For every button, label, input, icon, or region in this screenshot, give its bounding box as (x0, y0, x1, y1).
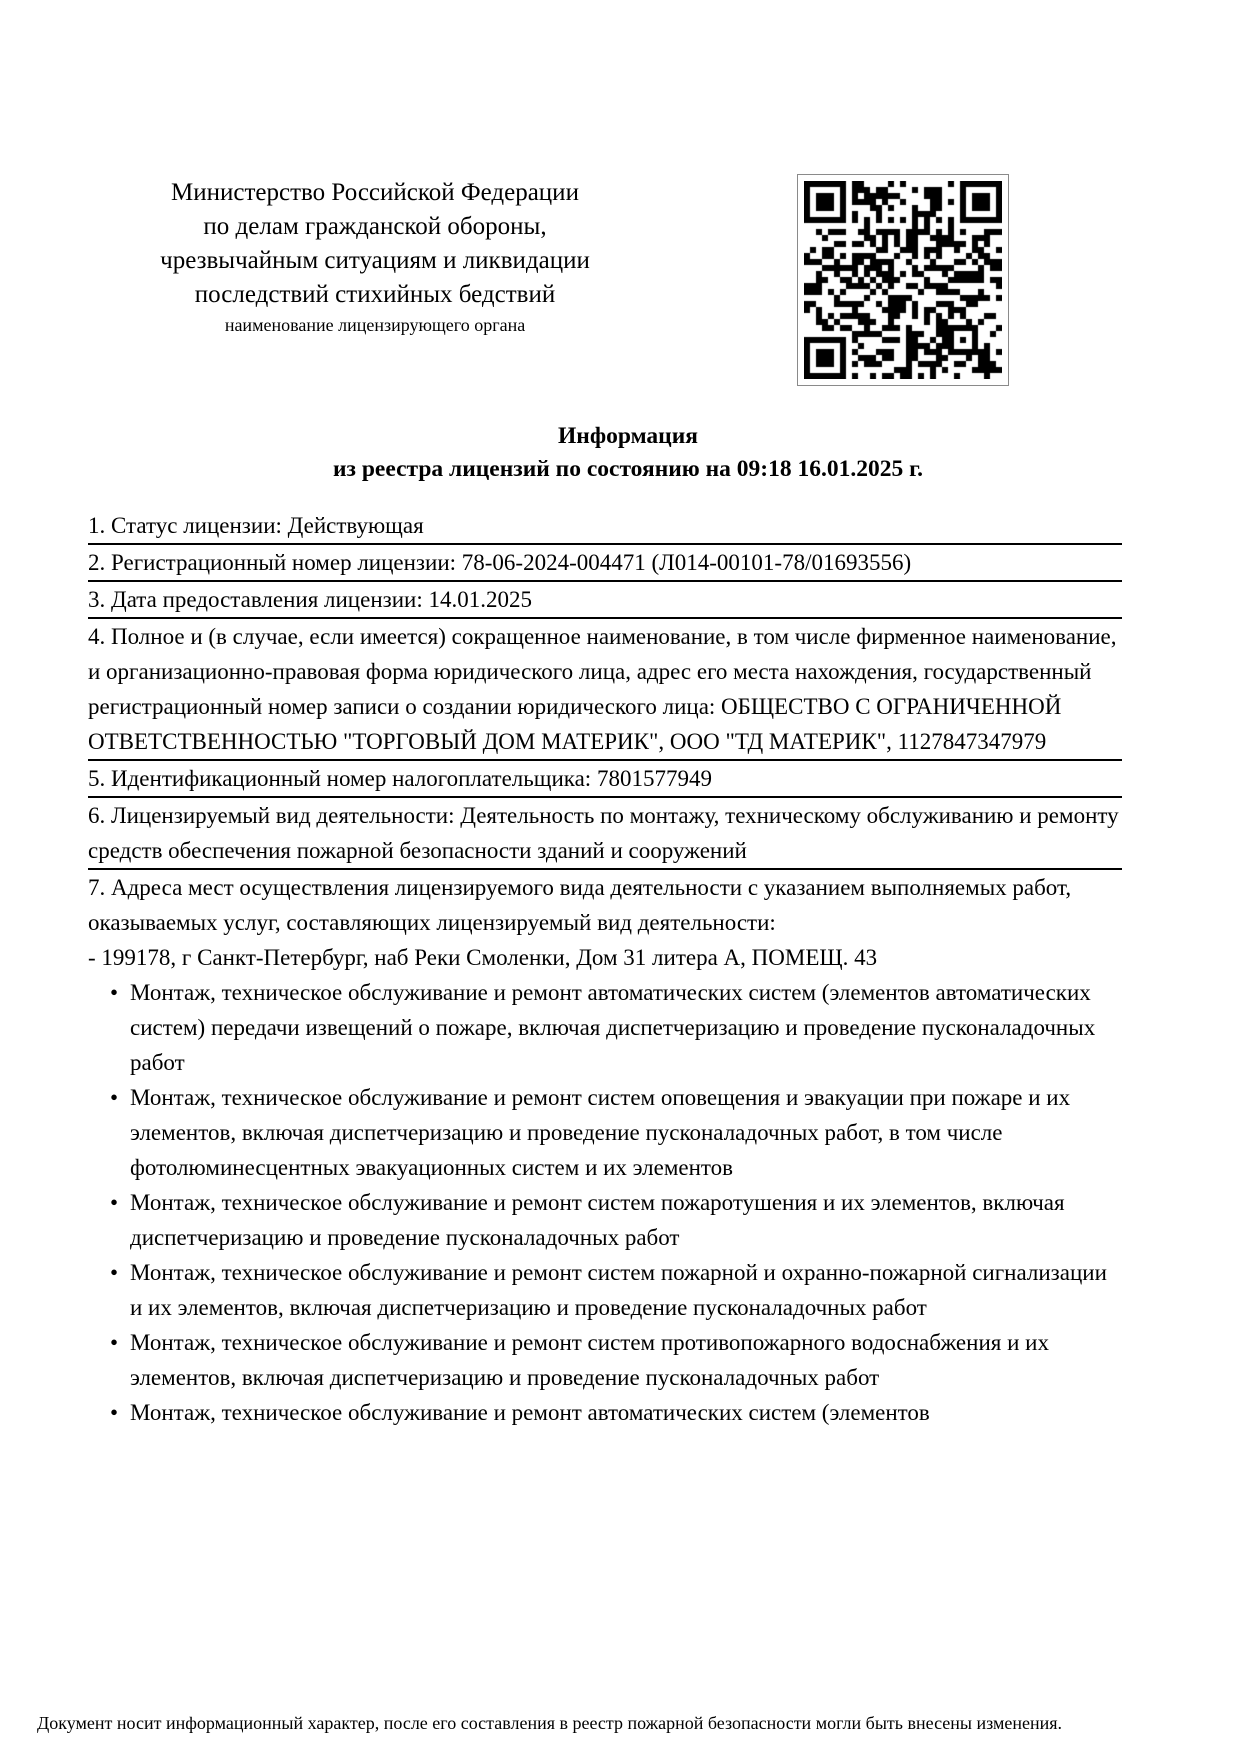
issuing-authority-line: чрезвычайным ситуациям и ликвидации (160, 247, 590, 274)
field-addresses (88, 870, 1122, 1430)
issuing-authority (75, 176, 675, 336)
work-item: • Монтаж, техническое обслуживание и ремонт систем пожарной и охранно-пожарной сигнализации и их элементов, включая диспетчеризацию и проведение пусконаладочных работ (88, 1255, 1122, 1325)
field-addresses-intro: 7. Адреса мест осуществления лицензируемого вида деятельности с указанием выполняемых работ, оказываемых услуг, составляющих лицензируемый вид деятельности: (88, 875, 1072, 935)
issuing-authority-line: Министерство Российской Федерации (171, 179, 579, 206)
field-addresses-address: - 199178, г Санкт-Петербург, наб Реки Смоленки, Дом 31 литера А, ПОМЕЩ. 43 (88, 945, 878, 970)
document-title-line2: из реестра лицензий по состоянию на 09:18 16.01.2025 г. (333, 456, 923, 482)
field-grant-date: 3. Дата предоставления лицензии: 14.01.2025 (88, 582, 1122, 619)
document-title (88, 420, 1168, 486)
work-item: • Монтаж, техническое обслуживание и ремонт систем пожаротушения и их элементов, включая диспетчеризацию и проведение пусконаладочных работ (88, 1185, 1122, 1255)
qr-code (804, 181, 1002, 379)
field-registration-number: 2. Регистрационный номер лицензии: 78-06-2024-004471 (Л014-00101-78/01693556) (88, 545, 1122, 582)
work-item: • Монтаж, техническое обслуживание и ремонт систем оповещения и эвакуации при пожаре и их элементов, включая диспетчеризацию и проведение пусконаладочных работ, в том числе фотолюминесцентных эвакуационных систем и их элементов (88, 1080, 1122, 1185)
work-item: • Монтаж, техническое обслуживание и ремонт автоматических систем (элементов (88, 1395, 1122, 1430)
field-legal-entity: 4. Полное и (в случае, если имеется) сокращенное наименование, в том числе фирменное наименование, и организационно-правовая форма юридического лица, адрес его места нахождения, государственный регистрационный номер записи о создании юридического лица: ОБЩЕСТВО С ОГРАНИЧЕННОЙ ОТВЕТСТВЕННОСТЬЮ "ТОРГОВЫЙ ДОМ МАТЕРИК", ООО "ТД МАТЕРИК", 1127847347979 (88, 619, 1122, 761)
footer-note: Документ носит информационный характер, после его составления в реестр пожарной безопасности могли быть внесены изменения. (37, 1713, 1063, 1733)
license-info (88, 508, 1122, 1430)
field-inn: 5. Идентификационный номер налогоплательщика: 7801577949 (88, 761, 1122, 798)
issuing-authority-caption: наименование лицензирующего органа (224, 315, 526, 335)
issuing-authority-line: последствий стихийных бедствий (194, 281, 556, 308)
document-title-line1: Информация (558, 423, 698, 449)
qr-code-frame (797, 174, 1009, 386)
work-item: • Монтаж, техническое обслуживание и ремонт автоматических систем (элементов автоматических систем) передачи извещений о пожаре, включая диспетчеризацию и проведение пусконаладочных работ (88, 975, 1122, 1080)
issuing-authority-line: по делам гражданской обороны, (203, 213, 547, 240)
work-item: • Монтаж, техническое обслуживание и ремонт систем противопожарного водоснабжения и их элементов, включая диспетчеризацию и проведение пусконаладочных работ (88, 1325, 1122, 1395)
works-list (88, 975, 1122, 1430)
field-status: 1. Статус лицензии: Действующая (88, 508, 1122, 545)
field-activity-type: 6. Лицензируемый вид деятельности: Деятельность по монтажу, техническому обслуживанию и ремонту средств обеспечения пожарной безопасности зданий и сооружений (88, 798, 1122, 870)
